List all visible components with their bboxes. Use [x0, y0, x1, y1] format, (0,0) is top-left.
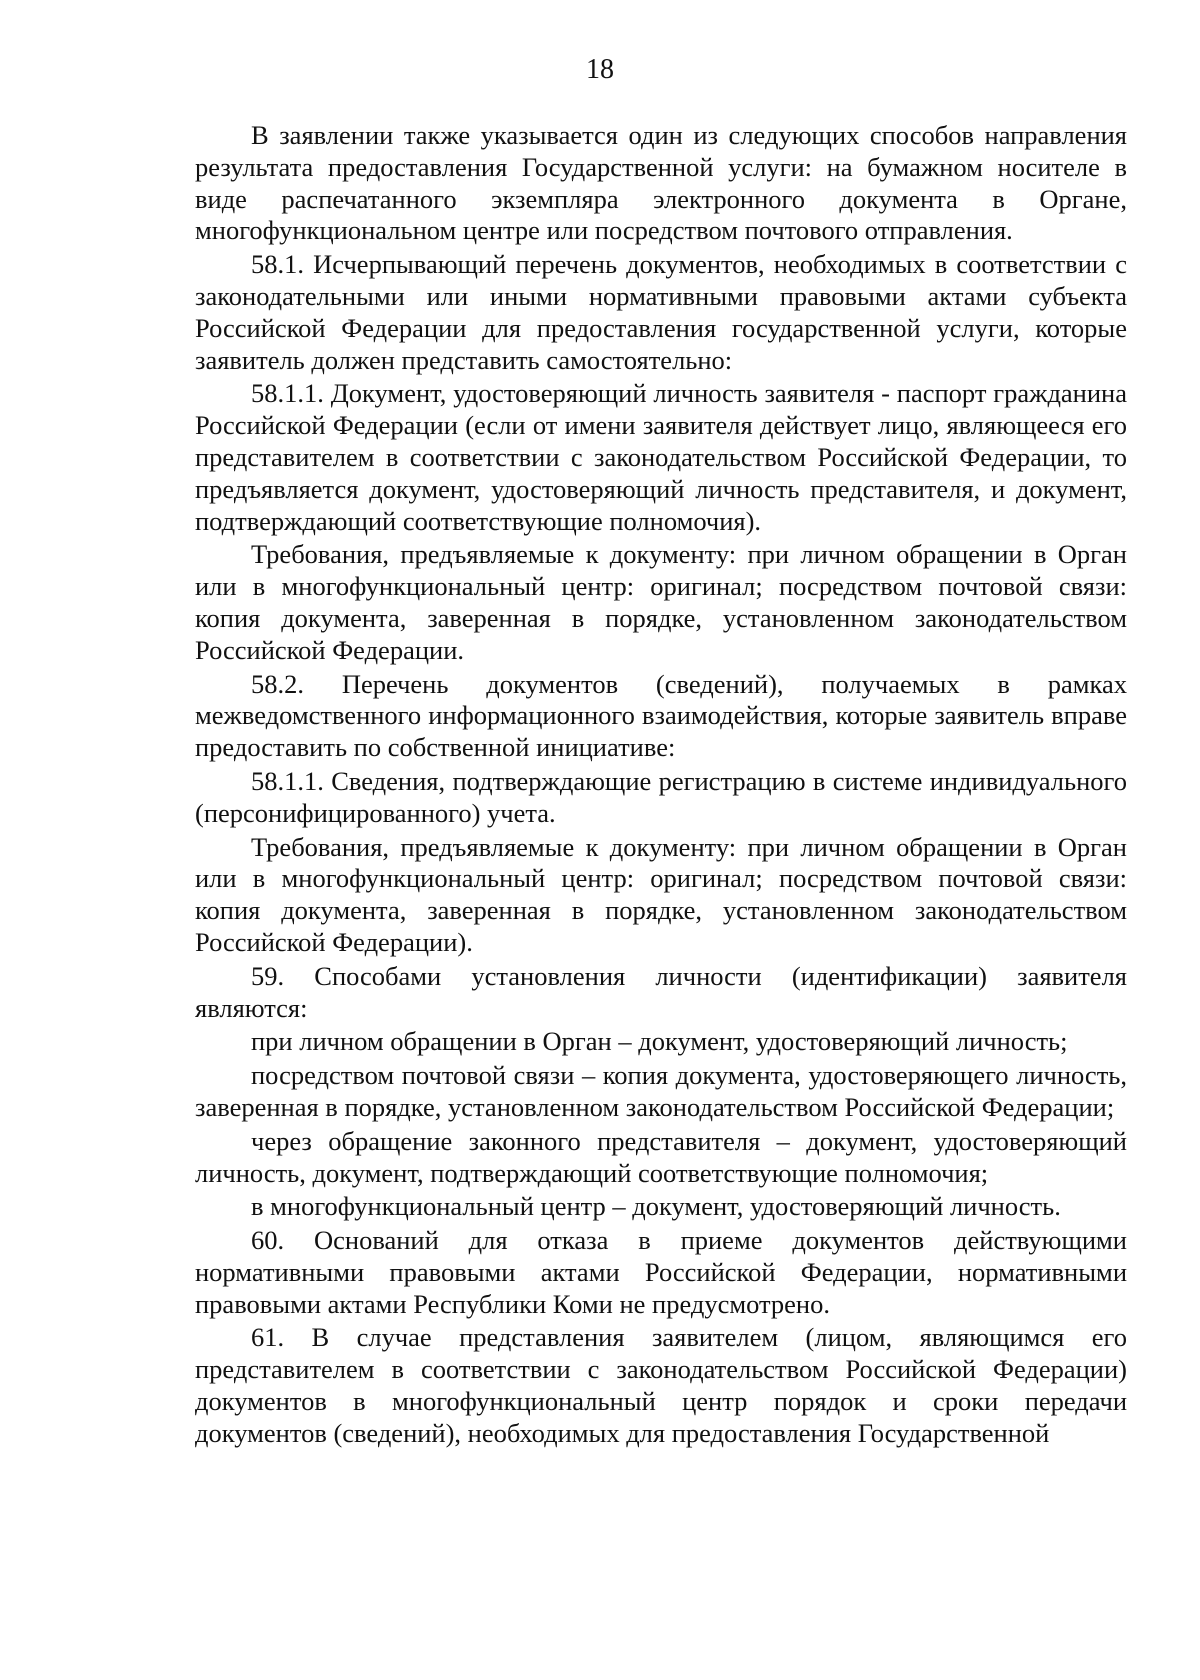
paragraph-58-1-1-registration: 58.1.1. Сведения, подтверждающие регистрацию в системе индивидуального (персонифицированного) учета.: [195, 765, 1127, 828]
paragraph-58-1: 58.1. Исчерпывающий перечень документов, необходимых в соответствии с законодательными или иными нормативными правовыми актами субъекта Российской Федерации для предоставления государственной услуги, которые заявитель должен представить самостоятельно:: [195, 249, 1127, 375]
paragraph-application-delivery-methods: В заявлении также указывается один из следующих способов направления результата предоставления Государственной услуги: на бумажном носителе в виде распечатанного экземпляра электронного документа в Органе, многофункциональном центре или посредством почтового отправления.: [195, 120, 1127, 246]
paragraph-59-representative: через обращение законного представителя – документ, удостоверяющий личность, документ, подтверждающий соответствующие полномочия;: [195, 1125, 1127, 1188]
paragraph-59-mfc: в многофункциональный центр – документ, удостоверяющий личность.: [251, 1191, 1061, 1222]
paragraph-59-in-person: при личном обращении в Орган – документ, удостоверяющий личность;: [251, 1026, 1068, 1057]
document-body: [195, 120, 1127, 1450]
paragraph-58-2: 58.2. Перечень документов (сведений), получаемых в рамках межведомственного информационного взаимодействия, которые заявитель вправе предоставить по собственной инициативе:: [195, 668, 1127, 763]
paragraph-document-requirements-2: Требования, предъявляемые к документу: при личном обращении в Орган или в многофункциональный центр: оригинал; посредством почтовой связи: копия документа, заверенная в порядке, установленном законодательством Российской Федерации).: [195, 831, 1127, 957]
page-number: 18: [586, 54, 614, 85]
paragraph-58-1-1: 58.1.1. Документ, удостоверяющий личность заявителя - паспорт гражданина Российской Федерации (если от имени заявителя действует лицо, являющееся его представителем в соответствии с законодательством Российской Федерации, то предъявляется документ, удостоверяющий личность представителя, и документ, подтверждающий соответствующие полномочия).: [195, 378, 1127, 536]
paragraph-59: 59. Способами установления личности (идентификации) заявителя являются:: [195, 960, 1127, 1023]
paragraph-61: 61. В случае представления заявителем (лицом, являющимся его представителем в соответствии с законодательством Российской Федерации) документов в многофункциональный центр порядок и сроки передачи документов (сведений), необходимых для предоставления Государственной: [195, 1322, 1127, 1448]
paragraph-60: 60. Оснований для отказа в приеме документов действующими нормативными правовыми актами Российской Федерации, нормативными правовыми актами Республики Коми не предусмотрено.: [195, 1225, 1127, 1319]
paragraph-59-postal: посредством почтовой связи – копия документа, удостоверяющего личность, заверенная в порядке, установленном законодательством Российской Федерации;: [195, 1060, 1127, 1122]
paragraph-document-requirements: Требования, предъявляемые к документу: при личном обращении в Орган или в многофункциональный центр: оригинал; посредством почтовой связи: копия документа, заверенная в порядке, установленном законодательством Российской Федерации.: [195, 539, 1127, 665]
